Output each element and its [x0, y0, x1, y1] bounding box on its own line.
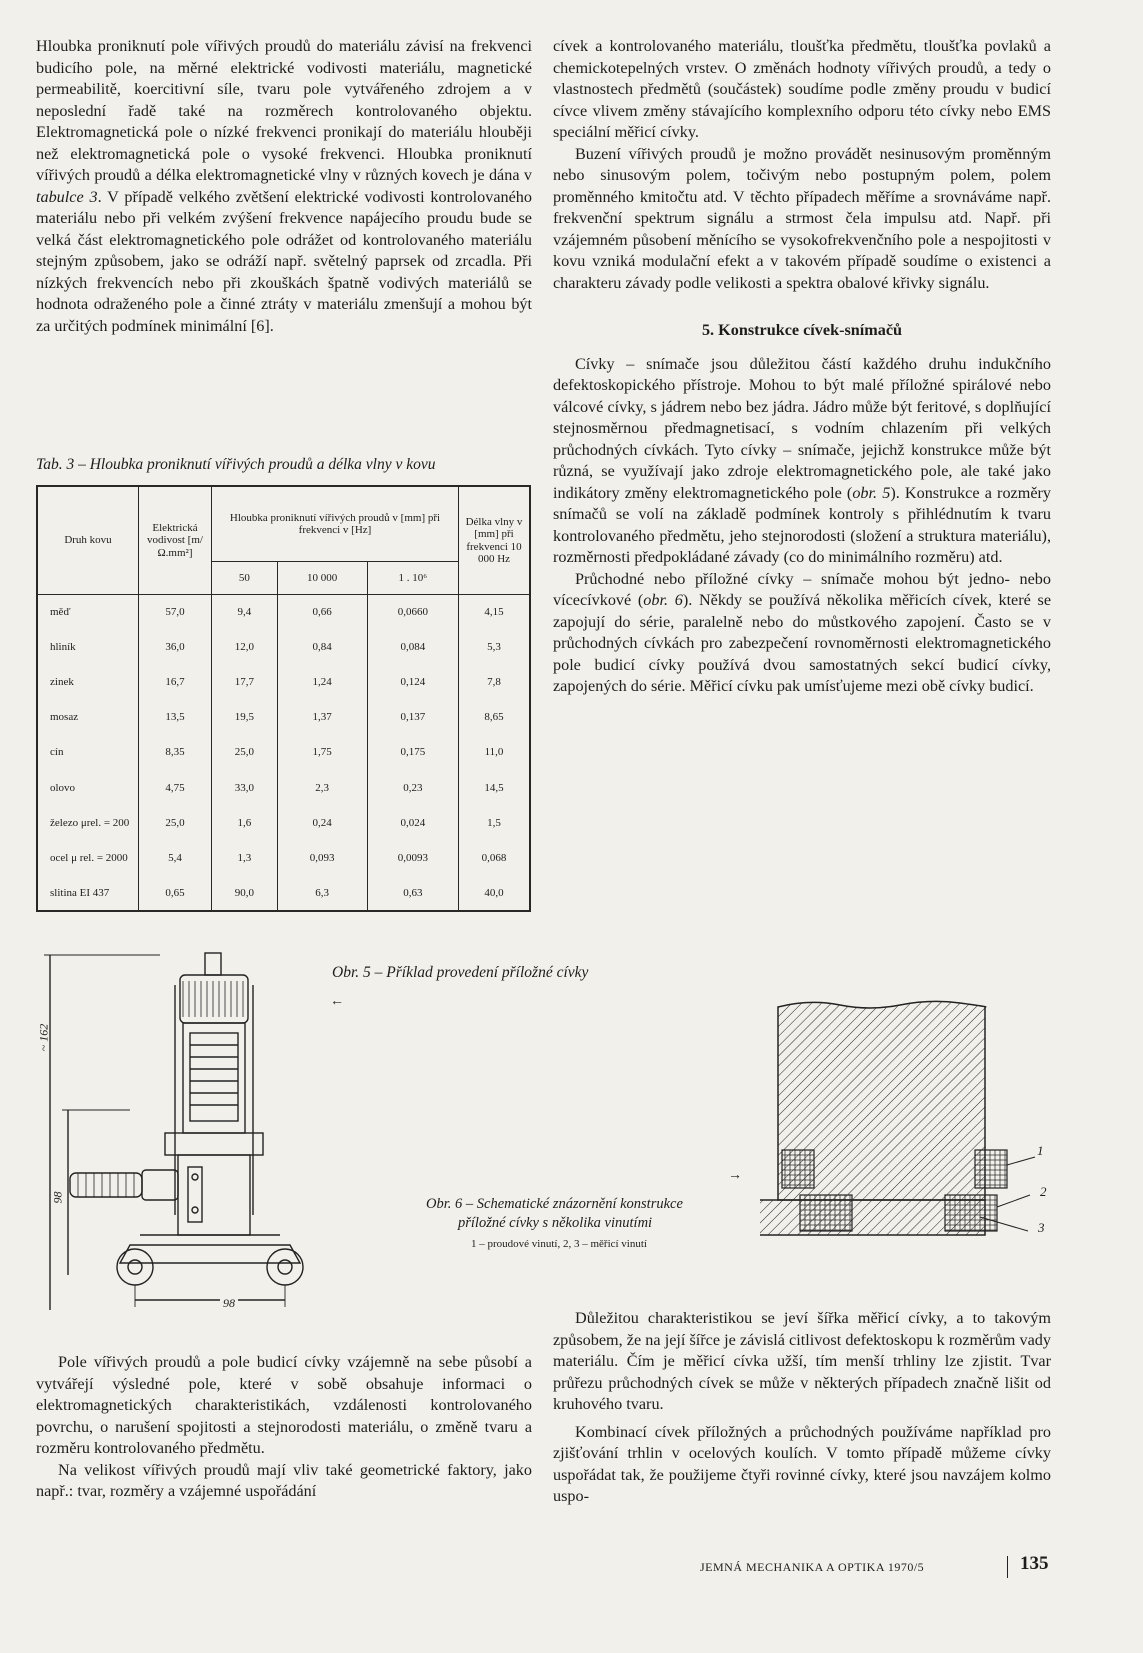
paragraph: Pole vířivých proudů a pole budicí cívky vzájemně na sebe působí a vytvářejí výsledné pole, které v sobě obsahuje informaci o elektromagnetických charakteristikách, vzdálenosti kontrolovaného povrchu, o narušení spojitosti a stejnorodosti materiálu, o změně tvaru a rozměru kontrolovaného předmětu. — [36, 1353, 532, 1457]
left-column-text — [36, 36, 532, 337]
table-cell: 17,7 — [212, 665, 278, 700]
table-cell: 8,65 — [459, 700, 531, 735]
table-cell: 14,5 — [459, 770, 531, 805]
table-cell: 0,084 — [367, 630, 458, 665]
table-cell: 1,37 — [277, 700, 367, 735]
table-row — [37, 595, 530, 630]
table-cell: 0,84 — [277, 630, 367, 665]
table-cell: 0,124 — [367, 665, 458, 700]
table-cell: 0,65 — [139, 876, 212, 911]
table-row — [37, 735, 530, 770]
paragraph: Buzení vířivých proudů je možno provádět nesinusovým proměnným nebo sinusovým polem, točivým nebo postupným polem, polem proměnného kmitočtu atd. V těchto případech měříme a srovnáváme např. frekvenční spektrum signálu a strmost čela impulsu atd. Např. při vzájemném působení měnícího se vysokofrekvenčního pole a nespojitosti v kovu vzniká modulační efekt a v takovém případě soudíme o existenci a charakteru závady podle velikosti a spektra obalové křivky signálu. — [553, 144, 1051, 292]
table-caption: Tab. 3 – Hloubka proniknutí vířivých proudů a délka vlny v kovu — [36, 456, 436, 473]
table-cell: 33,0 — [212, 770, 278, 805]
footer-divider — [1007, 1556, 1008, 1578]
table-cell: 0,137 — [367, 700, 458, 735]
paragraph: Cívky – snímače jsou důležitou částí každého druhu indukčního defektoskopického přístroje. Mohou to být malé příložné spirálové nebo válcové cívky, s jádrem nebo bez jádra. Jádro může být feritové, s doplňující stejnosměrnou předmagnetisací, s vodním chlazením při velkých průchodných cívkách. Tyto cívky – snímače, jejichž konstrukce může být různá, se využívají jako zdroje elektromagnetického pole, ale také jako indikátory změny elektromagnetického pole (obr. 5). Konstrukce a rozměry snímačů se volí na základě podmínek kontroly s přihlédnutím k tvaru kontrolovaného předmětu, jeho stejnorodosti (složení a struktura materiálu), rozměrnosti předpokládané závady (co do minimálního rozměru) atd. — [553, 354, 1051, 566]
section-heading: 5. Konstrukce cívek-snímačů — [701, 321, 903, 339]
table-cell: mosaz — [37, 700, 139, 735]
figure6-drawing — [760, 995, 1060, 1245]
table-cell: 9,4 — [212, 595, 278, 630]
table-row — [37, 665, 530, 700]
table-cell: 0,0660 — [367, 595, 458, 630]
table-cell: 1,75 — [277, 735, 367, 770]
dimension-162: ~ 162 — [36, 1023, 51, 1052]
figure5-caption: Obr. 5 – Příklad provedení příložné cívky — [332, 964, 589, 981]
table-cell: 7,8 — [459, 665, 531, 700]
arrow-right: → — [728, 1168, 742, 1183]
table-cell: 6,3 — [277, 876, 367, 911]
header-metal: Druh kovu — [37, 486, 139, 595]
table-cell: 19,5 — [212, 700, 278, 735]
table-cell: 4,15 — [459, 595, 531, 630]
figure6-label-2: 2 — [1040, 1184, 1047, 1199]
table-cell: ocel μ rel. = 2000 — [37, 841, 139, 876]
figure6-legend: 1 – proudové vinutí, 2, 3 – měřicí vinutí — [471, 1238, 647, 1250]
header-conductivity: Elektrická vodivost [m/Ω.mm²] — [139, 486, 212, 595]
table-cell: 90,0 — [212, 876, 278, 911]
table-cell: 5,4 — [139, 841, 212, 876]
table-cell: 36,0 — [139, 630, 212, 665]
figure6-label-1: 1 — [1037, 1143, 1044, 1158]
data-table — [36, 485, 531, 912]
table-cell: železo μrel. = 200 — [37, 805, 139, 840]
right-column-text — [553, 36, 1051, 698]
table-cell: 1,6 — [212, 805, 278, 840]
table-cell: 5,3 — [459, 630, 531, 665]
table-cell: 25,0 — [212, 735, 278, 770]
dimension-98-horizontal: 98 — [220, 1296, 238, 1311]
table-cell: 0,24 — [277, 805, 367, 840]
table-cell: 0,0093 — [367, 841, 458, 876]
bottom-left-text — [36, 1352, 532, 1503]
figure6-caption-line2: příložné cívky s několika vinutími — [458, 1215, 653, 1231]
table-cell: 11,0 — [459, 735, 531, 770]
header-depth: Hloubka proniknutí vířivých proudů v [mm] při frekvenci v [Hz] — [212, 486, 459, 562]
table-cell: 40,0 — [459, 876, 531, 911]
table-cell: slitina EI 437 — [37, 876, 139, 911]
table-cell: 13,5 — [139, 700, 212, 735]
table-row — [37, 805, 530, 840]
header-f1: 50 — [212, 562, 278, 595]
table-cell: 1,24 — [277, 665, 367, 700]
paragraph: Průchodné nebo příložné cívky – snímače mohou být jedno- nebo vícecívkové (obr. 6). Někdy se používá několika měřicích cívek, které se zapojují do série, paralelně nebo do můstkového zapojení. Často se v průchodných cívkách pro zabezpečení rovnoměrnosti elektromagnetického pole budicí cívky používá dvou samostatných sekcí budicí cívky, zapojených do série. Měřicí cívku pak umísťujeme mezi obě cívky budicí. — [553, 569, 1051, 695]
table-cell: 0,63 — [367, 876, 458, 911]
header-f2: 10 000 — [277, 562, 367, 595]
paragraph: Hloubka proniknutí pole vířivých proudů do materiálu závisí na frekvenci budicího pole, na měrné elektrické vodivosti materiálu, magnetické permeabilitě, koercitivní síle, tvaru pole vytvářeného zdrojem a v neposlední řadě také na rozměrech kontrolovaného objektu. Elektromagnetická pole o nízké frekvenci pronikají do materiálu hlouběji než elektromagnetická pole o vysoké frekvenci. Hloubka proniknutí vířivých proudů a délka elektromagnetické vlny v různých kovech je dána v tabulce 3. V případě velkého zvětšení elektrické vodivosti kontrolovaného materiálu nebo při velkém zvýšení frekvence napájecího proudu bude se velká část elektromagnetického pole odrážet od kontrolovaného materiálu stejným způsobem, jako se odráží např. světelný paprsek od zrcadla. Při nízkých frekvencích nebo při zkouškách špatně vodivých materiálů se hodnota odraženého pole a činné ztráty v materiálu zmenšují a mohou být za určitých podmínek minimální [6]. — [36, 37, 532, 335]
table-row — [37, 841, 530, 876]
table-cell: 12,0 — [212, 630, 278, 665]
table-cell: 8,35 — [139, 735, 212, 770]
page-number: 135 — [1020, 1553, 1049, 1574]
table-cell: hliník — [37, 630, 139, 665]
arrow-left: ← — [330, 994, 344, 1009]
table-cell: 0,175 — [367, 735, 458, 770]
table-cell: 25,0 — [139, 805, 212, 840]
header-f3: 1 . 10⁶ — [367, 562, 458, 595]
dimension-98-vertical: 98 — [50, 1191, 65, 1204]
table-row — [37, 770, 530, 805]
table-cell: 2,3 — [277, 770, 367, 805]
table-cell: cín — [37, 735, 139, 770]
table-row — [37, 700, 530, 735]
table-cell: 0,093 — [277, 841, 367, 876]
table-cell: 4,75 — [139, 770, 212, 805]
table-cell: 0,024 — [367, 805, 458, 840]
journal-footer: JEMNÁ MECHANIKA A OPTIKA 1970/5 — [700, 1560, 925, 1574]
table-row — [37, 630, 530, 665]
table-row — [37, 876, 530, 911]
table-cell: 0,23 — [367, 770, 458, 805]
table-cell: měď — [37, 595, 139, 630]
table-cell: 1,5 — [459, 805, 531, 840]
table-cell: 1,3 — [212, 841, 278, 876]
figure6-caption-line1: Obr. 6 – Schematické znázornění konstrukce — [426, 1196, 683, 1212]
table-cell: 0,66 — [277, 595, 367, 630]
bottom-right-text — [553, 1308, 1051, 1508]
figure6-label-3: 3 — [1038, 1220, 1045, 1235]
paragraph: cívek a kontrolovaného materiálu, tloušťka předmětu, tloušťka povlaků a chemickotepelných vrstev. O změnách hodnoty vířivých proudů, a tedy o vlastnostech předmětů (součástek) soudíme podle změny proudu v budicí cívce vlivem změny stávajícího komplexního odporu této cívky nebo EMS speciální měřicí cívky. — [553, 37, 1051, 141]
table-cell: zinek — [37, 665, 139, 700]
table-cell: 0,068 — [459, 841, 531, 876]
header-wavelength: Délka vlny v [mm] při frekvenci 10 000 Hz — [459, 486, 531, 595]
table-cell: 16,7 — [139, 665, 212, 700]
paragraph: Na velikost vířivých proudů mají vliv také geometrické faktory, jako např.: tvar, rozměry a vzájemné uspořádání — [36, 1460, 532, 1500]
table-cell: 57,0 — [139, 595, 212, 630]
figure5-drawing — [40, 945, 330, 1315]
table-cell: olovo — [37, 770, 139, 805]
paragraph: Kombinací cívek příložných a průchodných používáme například pro zjišťování trhlin v ocelových koulích. V tomto případě můžeme cívky uspořádat tak, že použijeme čtyři rovinné cívky, které jsou navzájem kolmo uspo- — [553, 1422, 1051, 1505]
paragraph: Důležitou charakteristikou se jeví šířka měřicí cívky, a to takovým způsobem, že na její šířce je závislá citlivost defektoskopu k rozměrům vady materiálu. Čím je měřicí cívka užší, tím menší trhliny lze zjistit. Tvar průřezu průchodných cívek se může v některých případech značně lišit od kruhového tvaru. — [553, 1309, 1051, 1413]
